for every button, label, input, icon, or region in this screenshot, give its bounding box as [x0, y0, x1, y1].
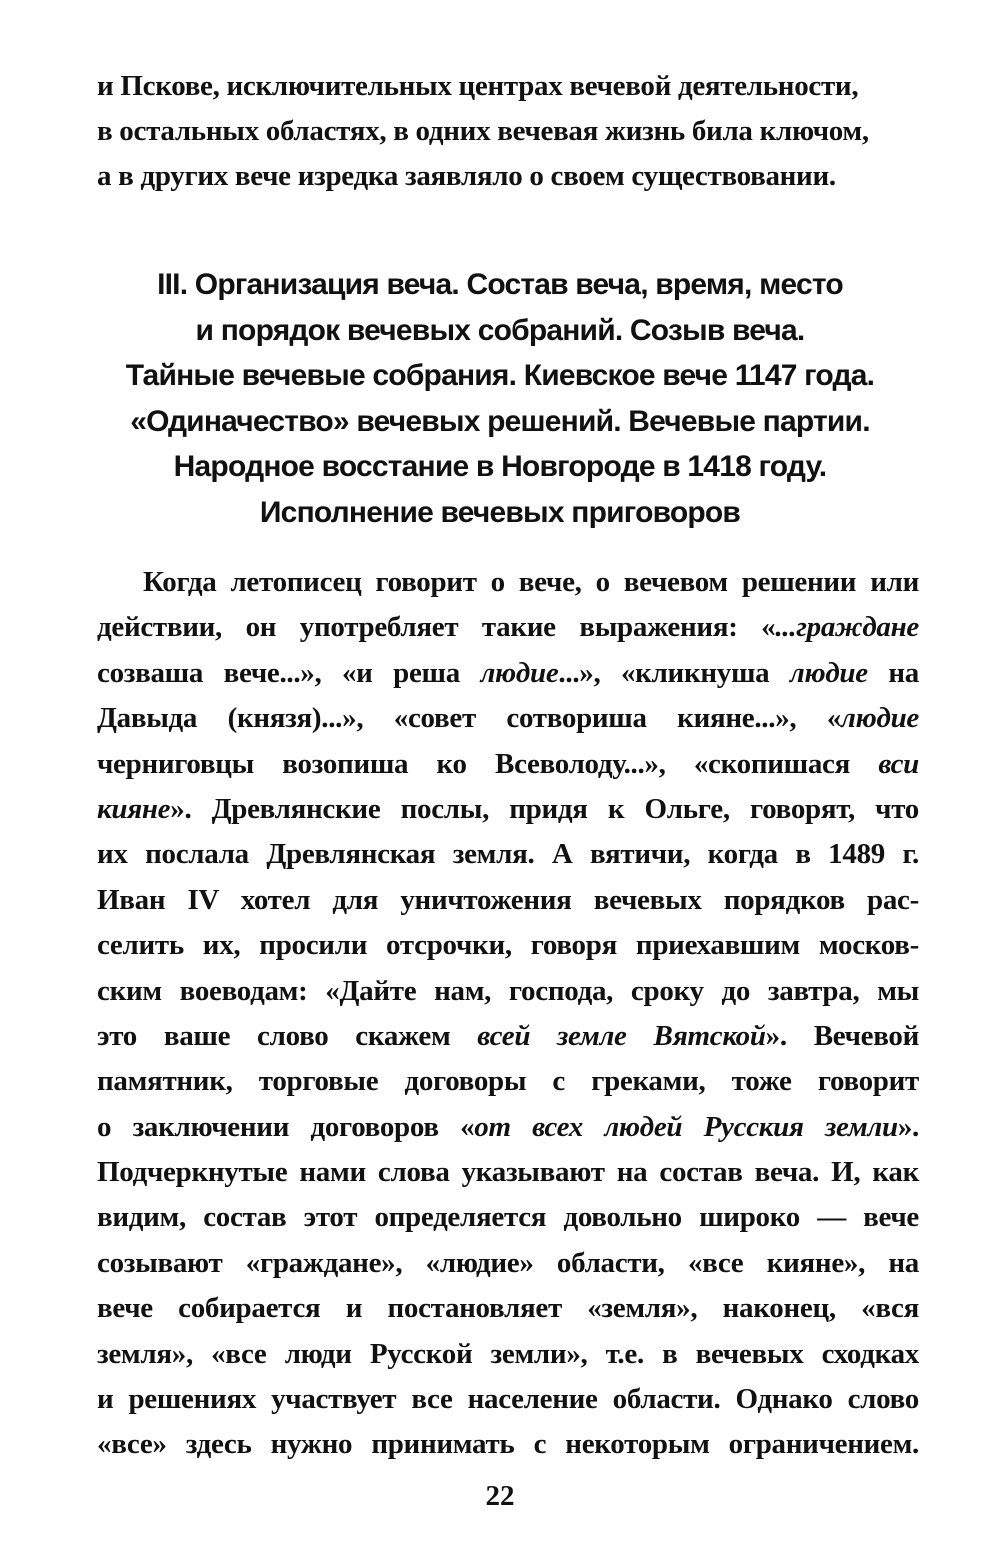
text-run: вече собирается и постановляет «земля», наконец, «вся [97, 1292, 919, 1325]
text-run: Когда летописец говорит о вече, о вечевом решении или [143, 566, 919, 598]
text-run: и решениях участвует все население области. Однако слово [97, 1383, 919, 1416]
text-run: созывают «граждане», «людие» области, «все кияне», на [97, 1246, 919, 1279]
text-run: созваша вече...», «и реша [97, 656, 481, 689]
body-line [97, 1059, 919, 1104]
body-paragraph [97, 560, 919, 1468]
text-run: действии, он употребляет такие выражения: « [97, 611, 776, 644]
italic-run: людие [841, 702, 919, 735]
heading-line: Исполнение вечевых приговоров [259, 495, 741, 529]
section-heading [60, 262, 940, 535]
body-line [97, 742, 919, 787]
text-run: Подчеркнутые нами слова указывают на состав веча. И, как [97, 1156, 919, 1189]
heading-line: Тайные вечевые собрания. Киевское вече 1147 года. [125, 359, 875, 392]
text-run: ...», «кликнуша [558, 656, 790, 689]
body-line [97, 605, 919, 650]
text-run: «все» здесь нужно принимать с некоторым ограничением. [97, 1428, 919, 1461]
body-line [97, 1195, 919, 1240]
body-line [97, 878, 919, 923]
text-run: ». Древлянские послы, придя к Ольге, говорят, что [170, 792, 919, 825]
body-line [97, 1150, 919, 1195]
italic-run: кияне [97, 792, 171, 825]
text-run: о заключении договоров « [97, 1110, 475, 1143]
italic-run: людие [480, 656, 559, 689]
italic-run: людие [789, 656, 868, 689]
heading-line: Народное восстание в Новгороде в 1418 году. [173, 450, 827, 483]
italic-run: всей земле Вятской [477, 1019, 766, 1052]
text-run: селить их, просили отсрочки, говоря приехавшим москов- [97, 929, 919, 962]
text-run: памятник, торговые договоры с греками, тоже говорит [97, 1065, 919, 1098]
italic-run: ...граждане [775, 611, 919, 644]
body-line [97, 832, 919, 877]
text-run: ». [897, 1110, 919, 1143]
body-line [97, 969, 919, 1014]
heading-line: и порядок вечевых собраний. Созыв веча. [195, 313, 805, 347]
text-run: Иван IV хотел для уничтожения вечевых порядков рас- [97, 883, 919, 916]
intro-line: а в других вече изредка заявляло о своем существовании. [97, 160, 836, 192]
page-number: 22 [485, 1480, 515, 1512]
text-run: ским воеводам: «Дайте нам, господа, сроку до завтра, мы [97, 974, 919, 1007]
text-run: видим, состав этот определяется довольно широко — вече [97, 1201, 919, 1234]
intro-line: и Пскове, исключительных центрах вечевой деятельности, [97, 70, 859, 102]
heading-line: «Одиначество» вечевых решений. Вечевые партии. [130, 404, 870, 438]
text-run: Давыда (князя)...», «совет сотвориша кияне...», « [97, 702, 842, 735]
heading-line: III. Организация веча. Состав веча, время, место [157, 268, 843, 301]
body-line [97, 696, 919, 741]
body-line [97, 923, 919, 968]
body-line [97, 1377, 919, 1422]
body-line [97, 1286, 919, 1331]
intro-paragraph [97, 64, 919, 199]
text-run: черниговцы возопиша ко Всеволоду...», «скопишася [97, 747, 879, 780]
body-line [97, 1422, 919, 1467]
text-run: на [867, 656, 919, 689]
body-line [97, 651, 919, 696]
body-line [97, 1241, 919, 1286]
body-line [97, 1105, 919, 1150]
italic-run: вси [878, 747, 919, 780]
text-run: ». Вечевой [765, 1019, 919, 1052]
body-line [97, 560, 919, 605]
text-run: их послала Древлянская земля. А вятичи, когда в 1489 г. [97, 838, 919, 871]
body-line [97, 1332, 919, 1377]
body-line [97, 787, 919, 832]
body-line [97, 1014, 919, 1059]
text-run: это ваше слово скажем [97, 1019, 478, 1052]
italic-run: от всех людей Русския земли [474, 1110, 898, 1143]
intro-line: в остальных областях, в одних вечевая жизнь била ключом, [97, 115, 869, 147]
text-run: земля», «все люди Русской земли», т.е. в вечевых сходках [97, 1337, 919, 1370]
